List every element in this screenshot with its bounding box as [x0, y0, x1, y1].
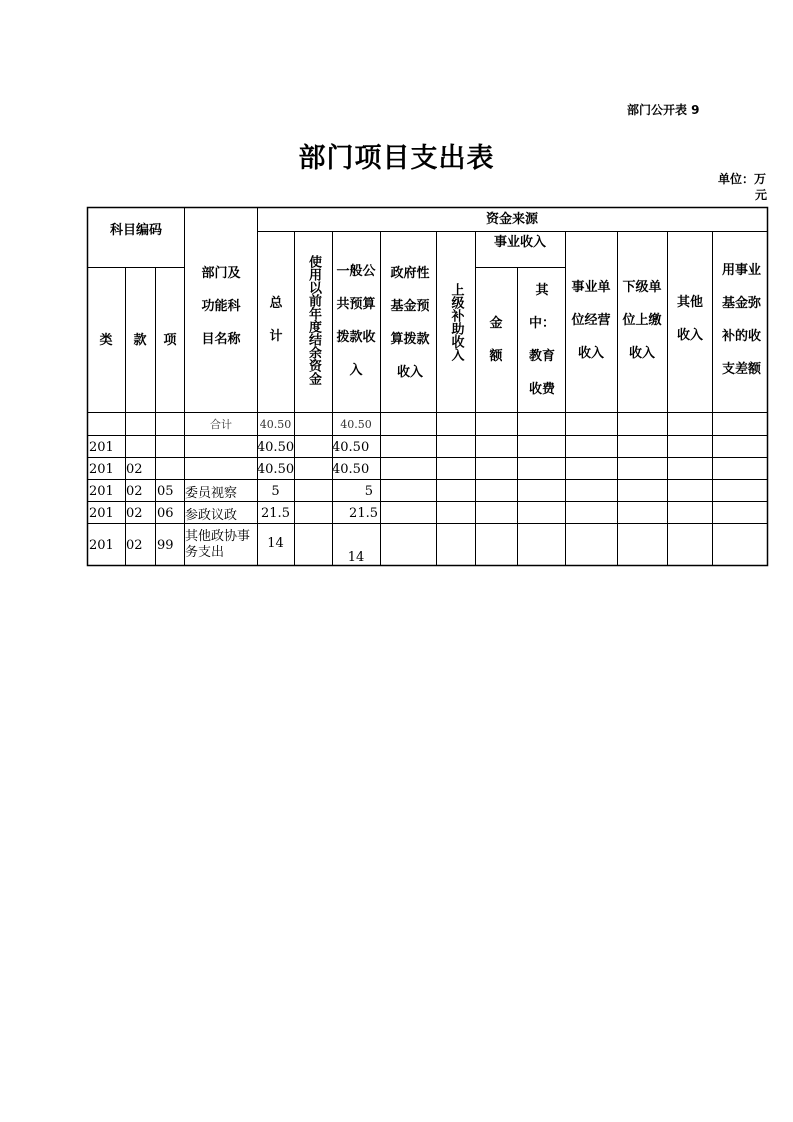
unit-label	[718, 171, 770, 203]
row-lei: 201	[89, 483, 114, 499]
row-general: 40.50	[332, 461, 370, 477]
row-total: 40.50	[259, 417, 292, 431]
header-prior-year-balance: 使用以前年度结余资金	[306, 254, 321, 385]
row-total: 40.50	[256, 461, 295, 477]
row-kuan: 02	[126, 461, 143, 477]
row-xiang: 99	[157, 537, 174, 553]
unit-line-2: 元	[754, 188, 767, 202]
row-kuan: 02	[126, 483, 143, 499]
row-total: 14	[267, 536, 284, 551]
row-total: 40.50	[256, 439, 295, 455]
row-name: 其他政协事务支出	[185, 529, 251, 560]
row-total: 5	[271, 483, 280, 499]
row-total: 21.5	[261, 505, 290, 521]
header-business-income: 事业收入	[493, 235, 546, 250]
header-gov-fund: 政府性基金预算拨款收入	[390, 265, 430, 380]
row-name: 委员视察	[185, 485, 238, 501]
row-general: 5	[364, 483, 373, 499]
row-general: 40.50	[332, 439, 370, 455]
header-edu-fee: 其中：教育收费	[528, 283, 555, 397]
header-general-budget: 一般公共预算拨款收入	[336, 264, 376, 378]
header-xiang: 项	[163, 332, 177, 348]
header-fund-source: 资金来源	[485, 211, 538, 227]
header-lei: 类	[99, 332, 113, 348]
row-lei: 201	[89, 537, 114, 553]
unit-line-1: 单位：万	[718, 172, 767, 186]
row-kuan: 02	[126, 537, 143, 553]
row-name: 合计	[210, 418, 232, 431]
row-kuan: 02	[126, 505, 143, 521]
header-fund-balance: 用事业基金弥补的收支差额	[721, 263, 761, 377]
row-xiang: 06	[157, 505, 174, 521]
header-total: 总计	[269, 296, 283, 344]
row-general: 21.5	[349, 505, 378, 521]
header-amount: 金额	[489, 316, 503, 364]
row-lei: 201	[89, 505, 114, 521]
row-name: 参政议政	[185, 507, 238, 523]
row-lei: 201	[89, 461, 114, 477]
header-kuan: 款	[133, 332, 147, 348]
row-general: 14	[347, 550, 365, 565]
page-title: 部门项目支出表	[298, 143, 495, 174]
row-xiang: 05	[157, 483, 174, 499]
header-dept-func-name: 部门及功能科目名称	[201, 265, 241, 347]
header-higher-subsidy: 上级补助收入	[448, 283, 464, 361]
row-general: 40.50	[340, 417, 372, 431]
header-other: 其他收入	[676, 295, 703, 343]
header-lower-unit: 下级单位上缴收入	[622, 279, 662, 361]
header-subject-code: 科目编码	[109, 222, 162, 238]
row-lei: 201	[89, 439, 114, 455]
table-number: 部门公开表 9	[627, 103, 700, 117]
header-unit-operating: 事业单位经营收入	[571, 279, 611, 361]
